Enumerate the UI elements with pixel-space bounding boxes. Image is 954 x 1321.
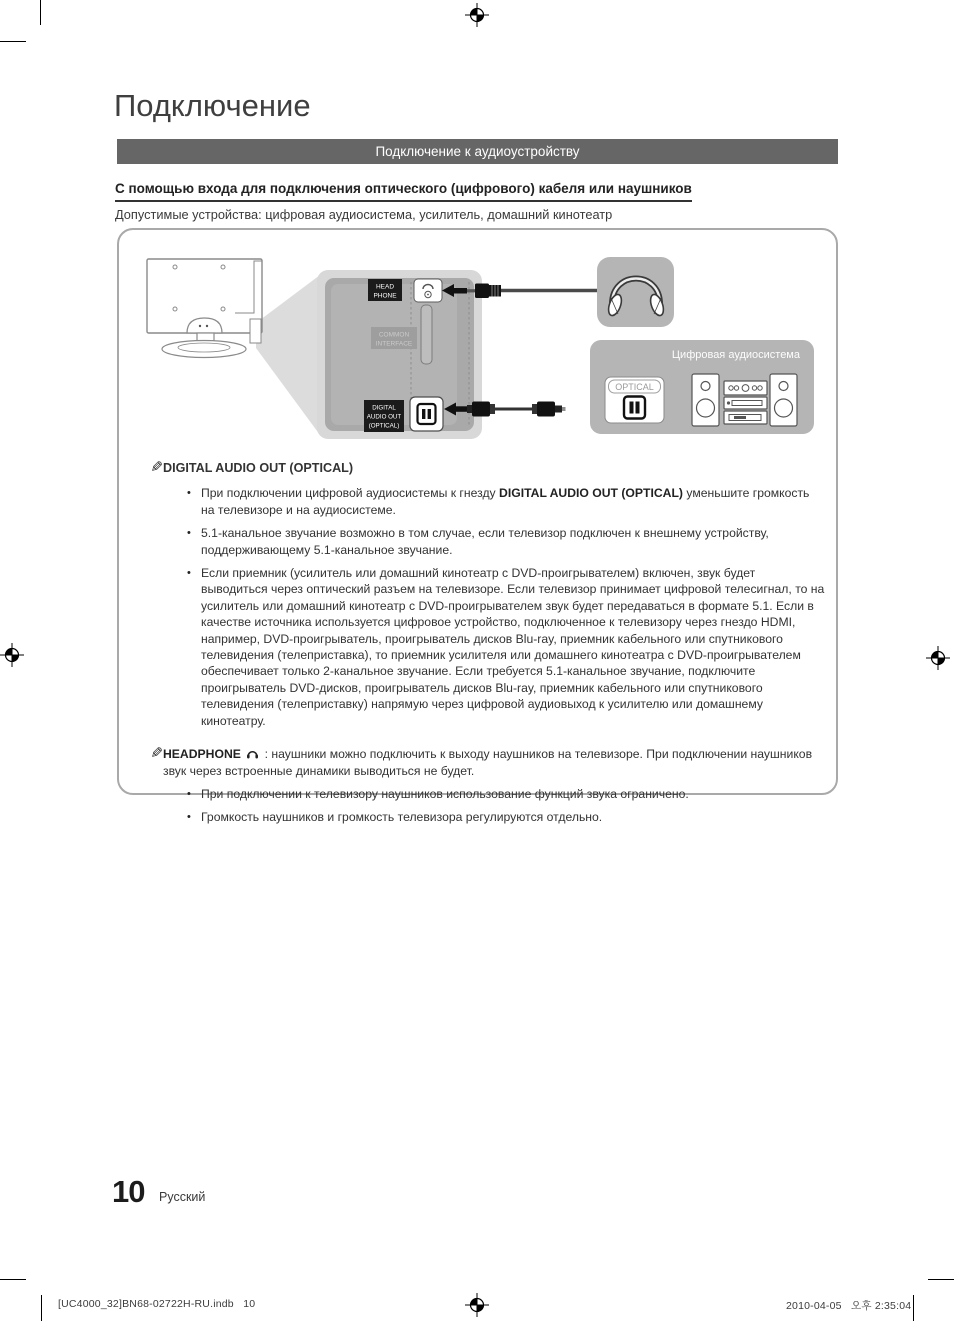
registration-mark-icon [464, 2, 490, 28]
note-bullet [187, 786, 825, 802]
common-interface-line2: INTERFACE [375, 340, 413, 348]
optical-input-icon [605, 377, 664, 423]
bullet-text-part: При подключении цифровой аудиосистемы к гнезду [201, 486, 500, 501]
digital-audio-line3: (OPTICAL) [368, 422, 400, 430]
pencil-note-icon: ✎ [150, 745, 163, 763]
crop-mark [0, 41, 26, 42]
registration-mark-icon [464, 1292, 490, 1318]
common-interface-slot [421, 305, 432, 364]
headphone-note-label: HEADPHONE [163, 747, 241, 762]
stereo-system-icon [692, 374, 797, 426]
optical-port-icon [410, 397, 443, 431]
footer-file-info: [UC4000_32]BN68-02722H-RU.indb 10 [58, 1298, 256, 1310]
page-title: Подключение [114, 88, 311, 123]
bullet-marker: • [187, 567, 191, 580]
digital-audio-line2: AUDIO OUT [366, 413, 402, 421]
tv-port-panel [317, 270, 482, 439]
audio-system-label: Цифровая аудиосистема [671, 349, 800, 361]
callout-shape [256, 275, 320, 435]
note-bullet [187, 525, 825, 558]
digital-audio-note [141, 460, 825, 736]
crop-mark [40, 0, 41, 25]
bullet-text: 5.1-канальное звучание возможно в том случае, если телевизор подключен к внешнему устройству, поддерживающему 5.1-канальное звучание. [201, 526, 769, 557]
subsection-heading: С помощью входа для подключения оптического (цифрового) кабеля или наушников [115, 181, 692, 202]
bullet-text: Громкость наушников и громкость телевизора регулируются отдельно. [201, 810, 603, 825]
audio-system-illustration [590, 340, 814, 434]
bullet-text: Если приемник (усилитель или домашний кинотеатр с DVD-проигрывателем) включен, звук будет выводиться через оптический разъем на телевизоре. Если телевизор принимает цифровой телесигнал, то на усилитель или домашний кинотеатр с DVD-проигрывателем звук будет передаваться в формате 5.1. Если в качестве источника используется цифровое устройство, подключенное к телевизору через гнездо HDMI, например, DVD-проигрыватель, проигрыватель дисков Blu-ray, приемник кабельного или спутникового телевидения (телеприставка), то приемник усилителя или домашнего кинотеатра с DVD-проигрывателем обеспечивает только 2-канальное звучание. Если требуется 5.1-канальное звучание, подключите проигрыватель DVD-дисков, проигрыватель дисков Blu-ray, приемник кабельного или спутникового телевидения (телеприставку) напрямую через цифровой аудиовыход к усилителю или домашнему кинотеатру. [201, 566, 825, 728]
headphone-label-line1: HEAD [375, 283, 395, 291]
headphone-note [141, 746, 825, 833]
digital-audio-line1: DIGITAL [372, 404, 396, 412]
headphone-note-body: : наушники можно подключить к выходу наушников на телевизоре. При подключении наушников звук через встроенные динамики выводиться не будет. [163, 747, 813, 778]
headphone-icon [246, 748, 259, 759]
bullet-marker: • [187, 787, 191, 800]
tv-rear-illustration [147, 259, 262, 358]
notes-section [141, 460, 825, 833]
headphones-illustration [597, 257, 674, 327]
page-number: 10 [112, 1174, 145, 1209]
crop-mark [913, 1295, 914, 1321]
crop-mark [41, 1295, 42, 1321]
bullet-marker: • [187, 811, 191, 824]
pencil-note-icon: ✎ [150, 459, 163, 476]
note-bullet [187, 485, 825, 518]
crop-mark [928, 1279, 954, 1280]
digital-audio-note-heading: DIGITAL AUDIO OUT (OPTICAL) [163, 461, 354, 475]
bullet-text [201, 485, 825, 518]
optical-input-label: OPTICAL [615, 382, 654, 392]
bullet-marker: • [187, 487, 191, 500]
headphone-jack-icon [414, 279, 442, 302]
section-header-bar: Подключение к аудиоустройству [117, 139, 838, 164]
footer-timestamp: 2010-04-05 오후 2:35:04 [786, 1300, 912, 1312]
registration-mark-icon [925, 645, 951, 671]
subsection-note: Допустимые устройства: цифровая аудиосистема, усилитель, домашний кинотеатр [115, 207, 613, 222]
connection-panel [117, 228, 838, 825]
registration-mark-icon [0, 642, 25, 668]
page-language: Русский [159, 1190, 206, 1204]
bullet-text-part: уменьшите громкость на телевизоре и на аудиосистеме. [201, 486, 810, 517]
headphone-label-line2: PHONE [373, 292, 397, 300]
common-interface-line1: COMMON [378, 331, 410, 339]
bullet-text-bold: DIGITAL AUDIO OUT (OPTICAL) [499, 486, 683, 501]
bullet-text: При подключении к телевизору наушников использование функций звука ограничено. [201, 786, 689, 801]
note-bullet [187, 565, 825, 729]
note-bullet [187, 809, 825, 825]
connection-diagram [119, 230, 840, 448]
crop-mark [0, 1279, 26, 1280]
bullet-marker: • [187, 527, 191, 540]
headphone-note-text [163, 746, 825, 779]
